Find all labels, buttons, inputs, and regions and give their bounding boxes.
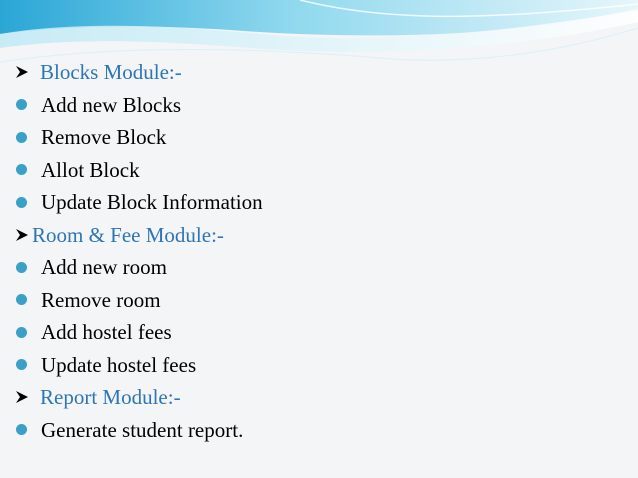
list-item bbox=[14, 121, 263, 154]
list-item bbox=[14, 316, 263, 349]
item-text: Update hostel fees bbox=[41, 352, 197, 377]
item-text: Allot Block bbox=[41, 157, 140, 182]
arrow-bullet-icon bbox=[14, 64, 30, 80]
round-bullet-icon bbox=[16, 327, 27, 338]
section-heading-room-fee bbox=[14, 219, 263, 252]
arrow-bullet-icon bbox=[14, 227, 30, 243]
heading-text: Room & Fee Module:- bbox=[32, 222, 224, 247]
item-text: Remove Block bbox=[41, 125, 167, 149]
list-item bbox=[14, 414, 263, 447]
round-bullet-icon bbox=[16, 359, 27, 370]
list-item bbox=[14, 251, 263, 284]
round-bullet-icon bbox=[16, 132, 27, 143]
item-text: Add new Blocks bbox=[41, 92, 181, 117]
list-item bbox=[14, 349, 263, 382]
round-bullet-icon bbox=[16, 262, 27, 273]
item-text: Add hostel fees bbox=[41, 320, 172, 344]
round-bullet-icon bbox=[16, 294, 27, 305]
section-heading-blocks bbox=[14, 56, 263, 89]
item-text: Remove room bbox=[41, 287, 161, 312]
section-heading-report bbox=[14, 381, 263, 414]
heading-text: Report Module:- bbox=[40, 385, 181, 409]
item-text: Add new room bbox=[41, 255, 167, 279]
heading-text: Blocks Module:- bbox=[40, 60, 182, 84]
list-item bbox=[14, 284, 263, 317]
round-bullet-icon bbox=[16, 424, 27, 435]
item-text: Generate student report. bbox=[41, 417, 244, 442]
round-bullet-icon bbox=[16, 197, 27, 208]
list-item bbox=[14, 89, 263, 122]
round-bullet-icon bbox=[16, 99, 27, 110]
arrow-bullet-icon bbox=[14, 389, 30, 405]
round-bullet-icon bbox=[16, 164, 27, 175]
list-item bbox=[14, 154, 263, 187]
list-item bbox=[14, 186, 263, 219]
bullet-list bbox=[14, 56, 263, 446]
item-text: Update Block Information bbox=[41, 190, 263, 214]
